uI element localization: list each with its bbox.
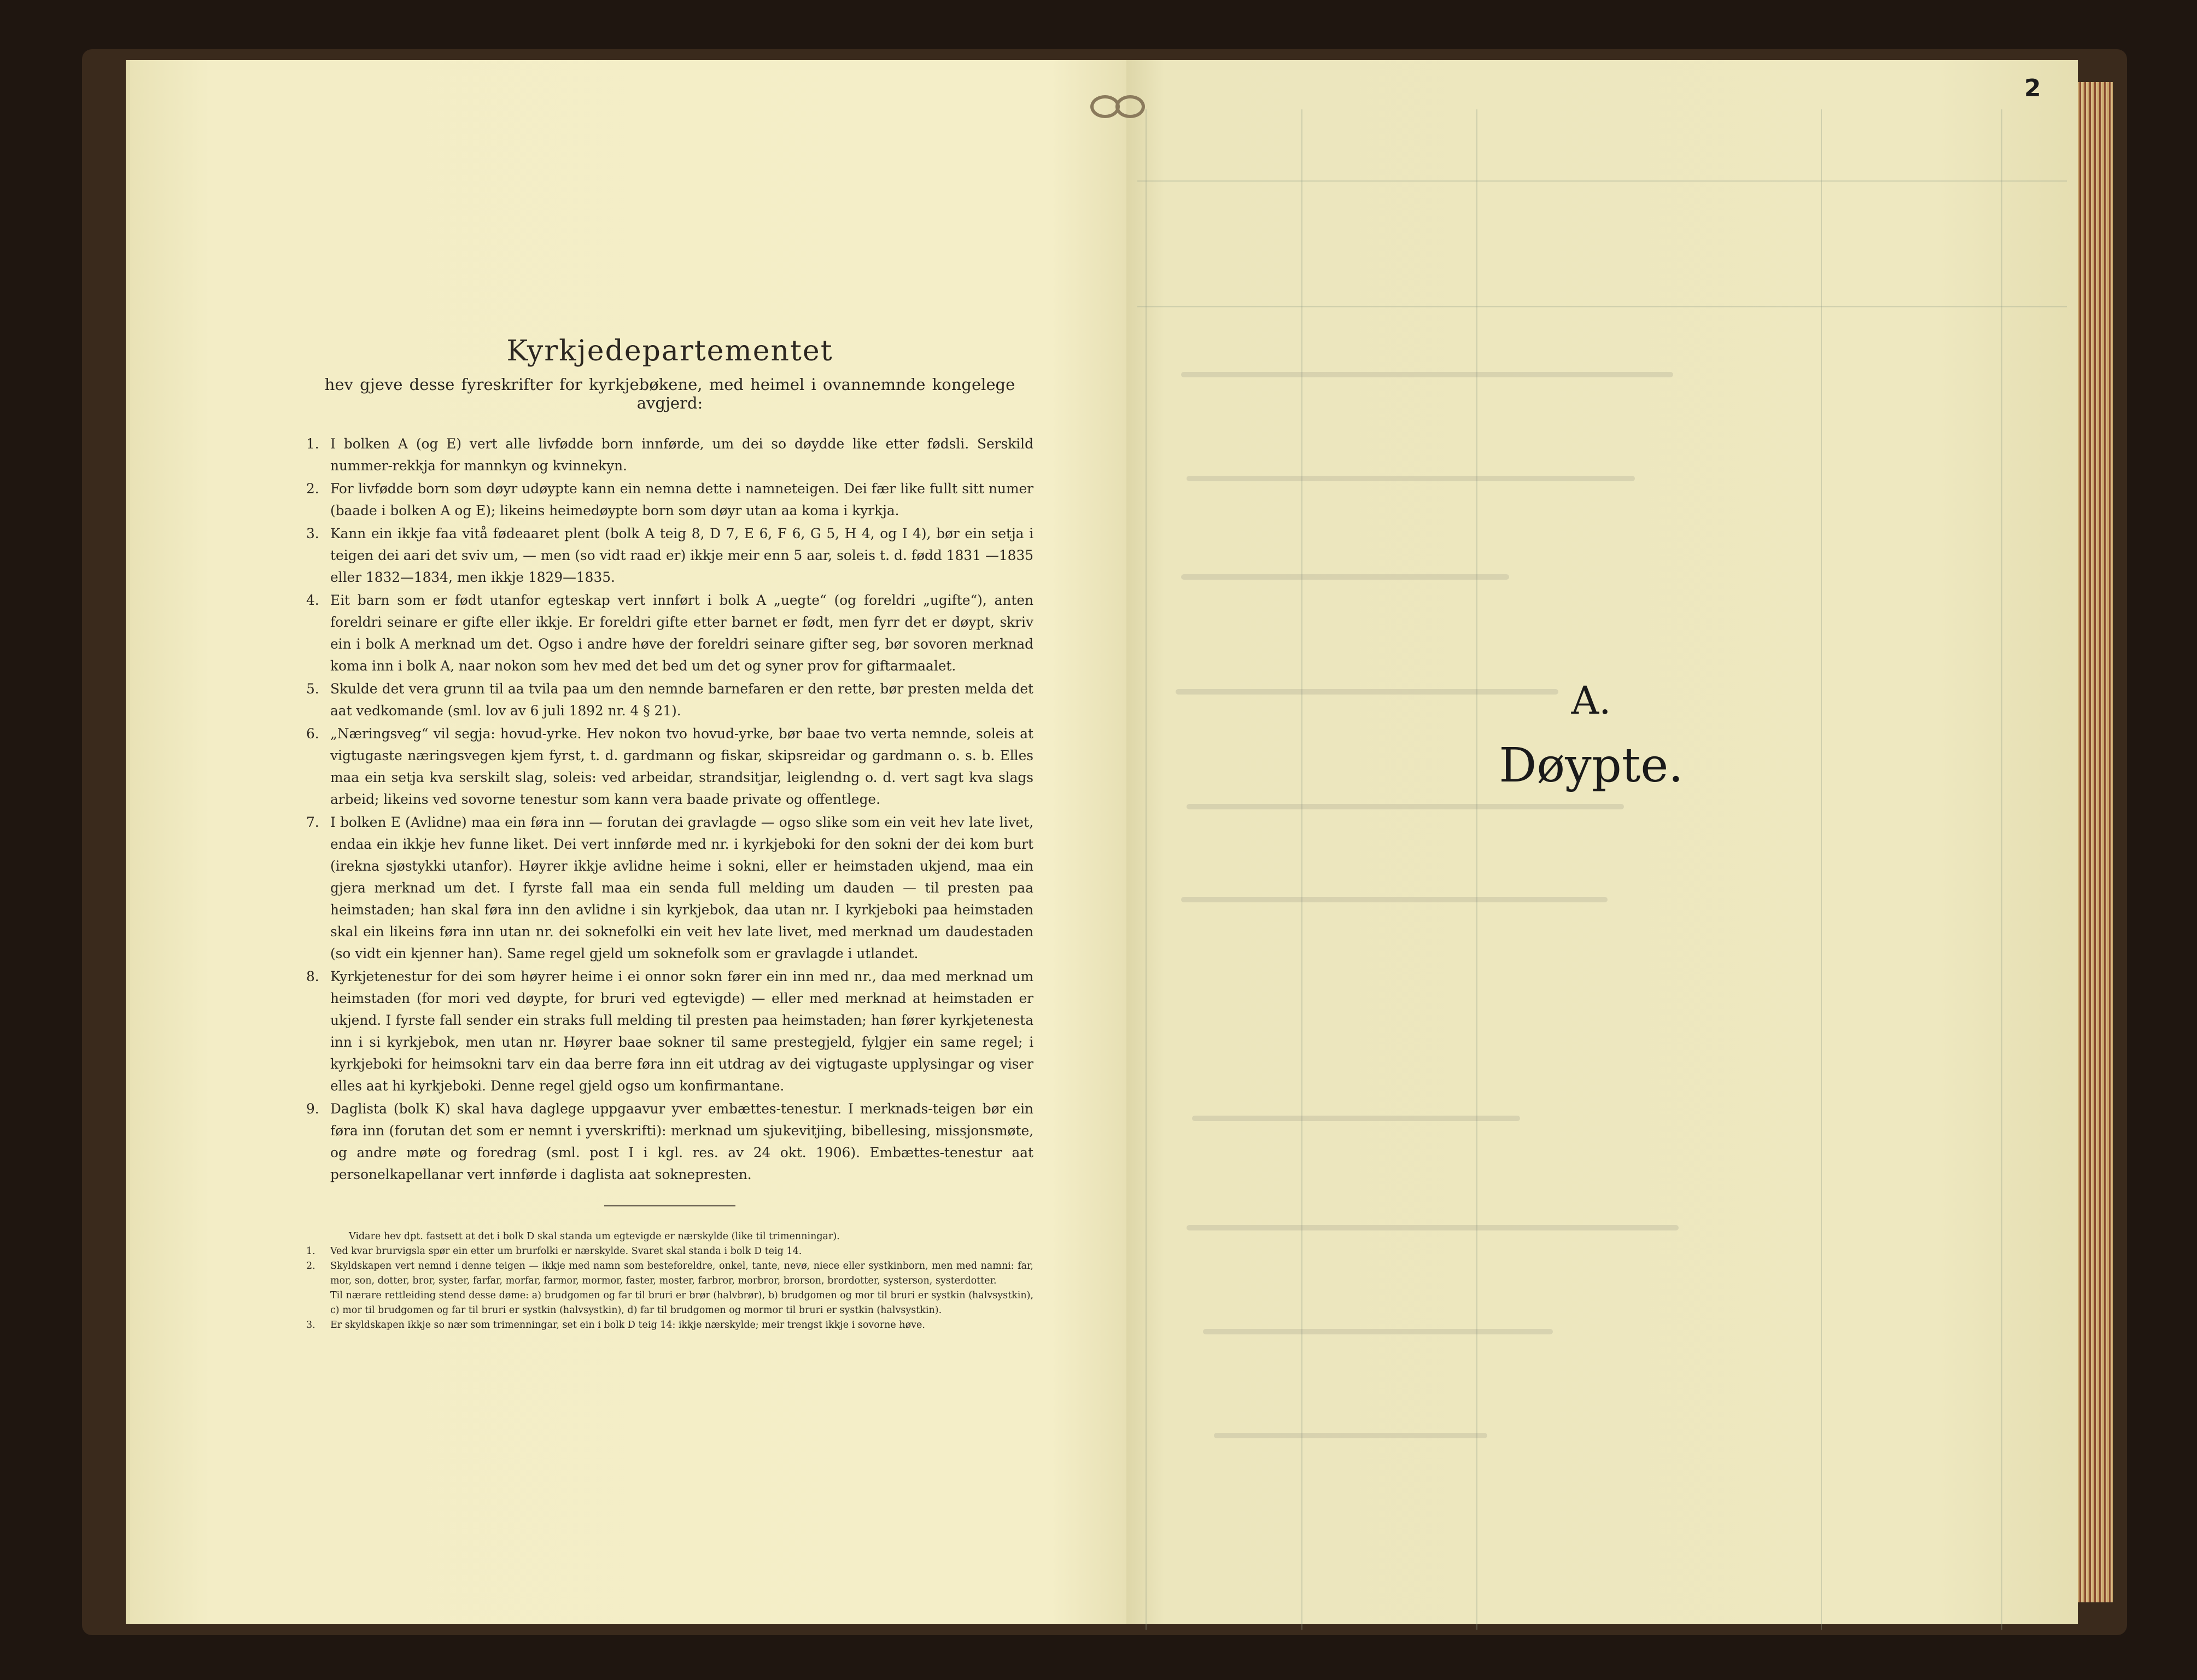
bleed-through xyxy=(1187,1225,1679,1230)
footnote-text: Ved kvar brurvigsla spør ein etter um brurfolki er nærskylde. Svaret skal standa i bolk D teig 14. xyxy=(330,1246,802,1257)
bleed-through xyxy=(1181,897,1608,902)
rule-item xyxy=(306,1098,1033,1186)
rule-number: 7. xyxy=(306,814,319,830)
ledger-rule xyxy=(1146,109,1147,1630)
rule-item xyxy=(306,433,1033,477)
ledger-rule xyxy=(1137,306,2067,307)
section-divider xyxy=(604,1205,735,1206)
rule-item xyxy=(306,478,1033,522)
rule-number: 1. xyxy=(306,436,319,452)
bleed-through xyxy=(1192,1116,1520,1121)
footnote-text: Er skyldskapen ikkje so nær som trimenningar, set ein i bolk D teig 14: ikkje nærskylde; meir trengst ikkje i sovorne høve. xyxy=(330,1320,925,1331)
ledger-rule xyxy=(1301,109,1302,1630)
bleed-through xyxy=(1187,804,1624,809)
binding-thread xyxy=(1088,92,1143,119)
footnote-number: 2. xyxy=(306,1261,315,1271)
rule-number: 4. xyxy=(306,592,319,608)
footnote-item xyxy=(306,1318,1033,1333)
footnote-text: Til nærare rettleiding stend desse døme: a) brudgomen og far til bruri er brør (halvbrør), b) brudgomen og mor til bruri er systkin (halvsystkin), c) mor til brudgomen og far til bruri er systkin (halvsystkin), d) far til brudgomen og mormor til bruri er systkin (halvsystkin). xyxy=(330,1290,1033,1316)
bleed-through xyxy=(1176,689,1558,695)
bleed-through xyxy=(1181,372,1673,377)
bleed-through xyxy=(1187,476,1635,481)
rule-number: 2. xyxy=(306,481,319,497)
rule-number: 3. xyxy=(306,526,319,541)
rule-item xyxy=(306,723,1033,810)
bleed-through xyxy=(1214,1433,1487,1438)
footnote-number: 1. xyxy=(306,1246,315,1257)
footnote-text: Skyldskapen vert nemnd i denne teigen — ikkje med namn som besteforeldre, onkel, tante, nevø, niece eller systkinborn, men med namni: far, mor, son, dotter, bror, syster, farfar, morfar, farmor, mormor, faster, moster, farbror, morbror, brorson, brordotter, systerson, systerdotter. xyxy=(330,1261,1033,1286)
footnote-intro: Vidare hev dpt. fastsett at det i bolk D skal standa um egtevigde er nærskylde (like til trimenningar). xyxy=(349,1231,840,1242)
ledger-rule xyxy=(1821,109,1822,1630)
page-number: 2 xyxy=(2024,74,2041,102)
document-subtitle: hev gjeve desse fyreskrifter for kyrkjebøkene, med heimel i ovannemnde kongelege avgjerd: xyxy=(324,375,1015,412)
page-edges xyxy=(2078,82,2113,1602)
rule-text: Eit barn som er født utanfor egteskap vert innført i bolk A „uegte“ (og foreldri „ugifte“), anten foreldri seinare er gifte eller ikkje. Er foreldri gifte etter barnet er født, men fyrr det er døypt, skriv ein i bolk A merknad um det. Ogso i andre høve der foreldri seinare gifter seg, bør sovoren merknad koma inn i bolk A, naar nokon som hev med det bed um det og syner prov for giftarmaalet. xyxy=(330,592,1033,674)
rule-item xyxy=(306,523,1033,588)
footnote-item xyxy=(306,1259,1033,1288)
rule-text: Daglista (bolk K) skal hava daglege uppgaavur yver embættes-tenestur. I merknads-teigen bør ein føra inn (forutan det som er nemnt i yverskrifti): merknad um sjukevitjing, bibellesing, missjonsmøte, og andre møte og foredrag (sml. post I i kgl. res. av 24 okt. 1906). Embættes-tenestur aat personelkapellanar vert innførde i daglista aat soknepresten. xyxy=(330,1101,1033,1182)
rule-number: 9. xyxy=(306,1101,319,1117)
regulations-text xyxy=(306,335,1033,1333)
ledger-rule xyxy=(1476,109,1477,1630)
rule-text: Kyrkjetenestur for dei som høyrer heime i ei onnor sokn fører ein inn med nr., daa med merknad um heimstaden (for mori ved døypte, for bruri ved egtevigde) — eller med merknad at heimstaden er ukjend. I fyrste fall sender ein straks full melding til presten paa heimstaden; han fører kyrkjetenesta inn i si kyrkjebok, men utan nr. Høyrer baae sokner til same prestegjeld, fylgjer ein same regel; i kyrkjeboki for heimsokni tarv ein daa berre føra inn eit utdrag av dei vigtugaste upplysingar og viser elles aat hi kyrkjeboki. Denne regel gjeld ogso um konfirmantane. xyxy=(330,969,1033,1094)
rule-item xyxy=(306,590,1033,677)
rule-number: 6. xyxy=(306,726,319,742)
section-letter: A. xyxy=(1571,678,1611,723)
rule-item xyxy=(306,812,1033,965)
rule-text: Kann ein ikkje faa vitå fødeaaret plent (bolk A teig 8, D 7, E 6, F 6, G 5, H 4, og I 4), bør ein setja i teigen dei aari det sviv um, — men (so vidt raad er) ikkje meir enn 5 aar, soleis t. d. fødd 1831 —1835 eller 1832—1834, men ikkje 1829—1835. xyxy=(330,526,1033,585)
rule-text: Skulde det vera grunn til aa tvila paa um den nemnde barnefaren er den rette, bør presten melda det aat vedkomande (sml. lov av 6 juli 1892 nr. 4 § 21). xyxy=(330,681,1033,719)
rules-list xyxy=(306,433,1033,1186)
section-title: Døypte. xyxy=(1499,738,1684,793)
rule-text: „Næringsveg“ vil segja: hovud-yrke. Hev nokon tvo hovud-yrke, bør baae tvo verta nemnde, soleis at vigtugaste næringsvegen kjem fyrst, t. d. gardmann og fiskar, skipsreidar og gardmann o. s. b. Elles maa ein setja kva serskilt slag, soleis: ved arbeidar, strandsitjar, leiglendng o. d. vert sagt kva slags arbeid; likeins ved sovorne tenestur som kann vera baade private og offentlege. xyxy=(330,726,1033,807)
rule-text: For livfødde born som døyr udøypte kann ein nemna dette i namneteigen. Dei fær like fullt sitt numer (baade i bolken A og E); likeins heimedøypte born som døyr utan aa koma i kyrkja. xyxy=(330,481,1033,518)
ledger-rule xyxy=(2001,109,2002,1630)
bleed-through xyxy=(1181,574,1509,580)
footnote-number: 3. xyxy=(306,1320,315,1331)
rule-item xyxy=(306,678,1033,722)
footnote-number xyxy=(306,1288,330,1318)
document-title: Kyrkjedepartementet xyxy=(506,335,833,368)
footnote-item xyxy=(306,1288,1033,1318)
footnotes-list xyxy=(306,1244,1033,1333)
rule-text: I bolken E (Avlidne) maa ein føra inn — forutan dei gravlagde — ogso slike som ein veit hev late livet, endaa ein ikkje hev funne liket. Dei vert innførde med nr. i kyrkjeboki for den sokni der dei kom burt (irekna sjøstykki utanfor). Høyrer ikkje avlidne heime i sokni, eller er heimstaden ukjend, maa ein gjera merknad um det. I fyrste fall maa ein senda full melding um dauden — til presten paa heimstaden; han skal føra inn den avlidne i sin kyrkjebok, daa utan nr. I kyrkjeboki paa heimstaden skal ein likeins føra inn utan nr. dei soknefolki ein veit hev late livet, med merknad um daudestaden (so vidt ein kjenner han). Same regel gjeld um soknefolk som er gravlagde i utlandet. xyxy=(330,814,1033,961)
right-page xyxy=(1126,60,2078,1624)
rule-text: I bolken A (og E) vert alle livfødde born innførde, um dei so døydde like etter fødsli. Serskild nummer-rekkja for mannkyn og kvinnekyn. xyxy=(330,436,1033,474)
rule-number: 8. xyxy=(306,969,319,984)
rule-number: 5. xyxy=(306,681,319,697)
footnote-item xyxy=(306,1244,1033,1259)
ledger-rule xyxy=(1137,180,2067,182)
bleed-through xyxy=(1203,1329,1553,1334)
rule-item xyxy=(306,966,1033,1097)
